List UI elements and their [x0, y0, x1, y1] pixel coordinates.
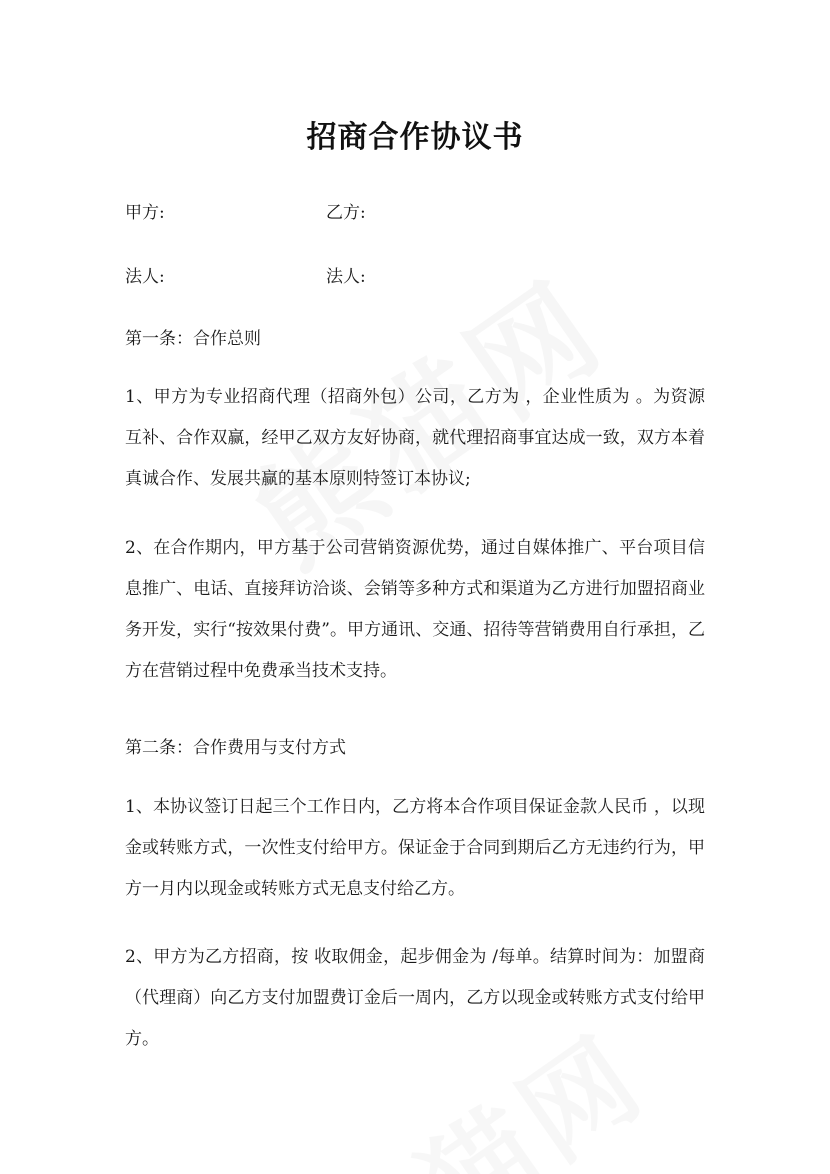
- paragraph: 1、甲方为专业招商代理（招商外包）公司，乙方为 ，企业性质为 。为资源互补、合作双赢，经甲乙双方友好协商，就代理招商事宜达成一致，双方本着真诚合作、发展共赢的基本原则特签订本协议;: [125, 387, 705, 489]
- page-title: 招商合作协议书: [306, 120, 524, 155]
- paragraph: 2、甲方为乙方招商，按 收取佣金，起步佣金为 /每单。结算时间为：加盟商（代理商）向乙方支付加盟费订金后一周内，乙方以现金或转账方式支付给甲方。: [125, 947, 705, 1049]
- legal-a-label: 法人:: [125, 267, 165, 287]
- legal-b-label: 法人:: [326, 267, 366, 287]
- party-b-label: 乙方:: [326, 203, 366, 223]
- section-heading: 第二条：合作费用与支付方式: [125, 738, 346, 758]
- paragraph: 2、在合作期内，甲方基于公司营销资源优势，通过自媒体推广、平台项目信息推广、电话、直接拜访洽谈、会销等多种方式和渠道为乙方进行加盟招商业务开发，实行“按效果付费”。甲方通讯、交通、招待等营销费用自行承担，乙方在营销过程中免费承当技术支持。: [125, 538, 705, 681]
- section-heading: 第一条：合作总则: [125, 329, 261, 349]
- paragraph: 1、本协议签订日起三个工作日内，乙方将本合作项目保证金款人民币 ，以现金或转账方式，一次性支付给甲方。保证金于合同到期后乙方无违约行为，甲方一月内以现金或转账方式无息支付给乙方。: [125, 797, 705, 899]
- party-a-label: 甲方:: [125, 203, 165, 223]
